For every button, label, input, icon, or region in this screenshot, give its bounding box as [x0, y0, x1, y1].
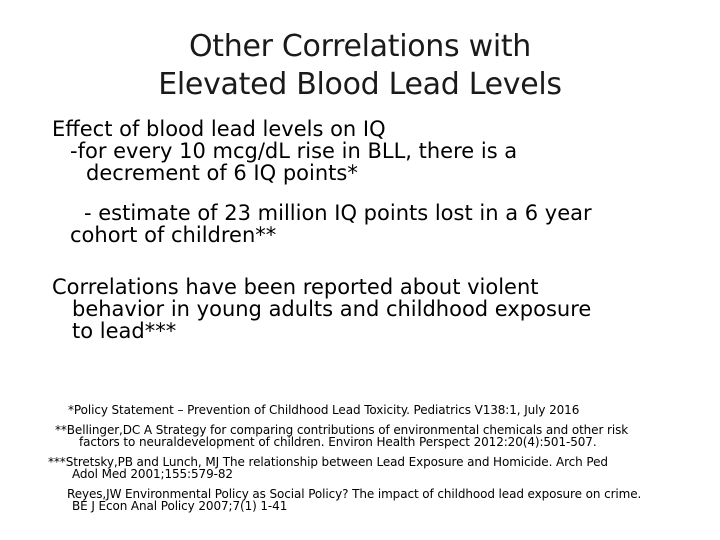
reference-line: **Bellinger,DC A Strategy for comparing contributions of environmental chemicals and other risk [55, 423, 629, 437]
reference-item [48, 424, 708, 448]
reference-line: Reyes,JW Environmental Policy as Social Policy? The impact of childhood lead exposure on crime. [67, 487, 642, 501]
reference-item [48, 404, 708, 416]
iq-effect-heading: Effect of blood lead levels on IQ [52, 117, 386, 141]
title-line-1: Other Correlations with [188, 29, 532, 64]
slide-body [52, 118, 702, 342]
reference-item [48, 456, 708, 480]
reference-item [48, 488, 708, 512]
iq-decrement-item [70, 140, 702, 184]
violent-behavior-line-2: behavior in young adults and childhood exposure [72, 297, 592, 321]
reference-line-continued: Adol Med 2001;155:579-82 [72, 467, 233, 481]
iq-decrement-line-1: -for every 10 mcg/dL rise in BLL, there is a [70, 139, 518, 163]
violent-behavior-paragraph [52, 276, 702, 342]
reference-line: ***Stretsky,PB and Lunch, MJ The relationship between Lead Exposure and Homicide. Arch Ped [48, 455, 608, 469]
violent-behavior-line-3: to lead*** [72, 319, 177, 343]
iq-points-lost-line-1: - estimate of 23 million IQ points lost in a 6 year [84, 201, 592, 225]
title-line-2: Elevated Blood Lead Levels [158, 67, 562, 102]
slide-title [140, 28, 580, 104]
violent-behavior-line-1: Correlations have been reported about violent [52, 275, 539, 299]
reference-line-continued: factors to neuraldevelopment of children. Environ Health Perspect 2012:20(4):501-507. [79, 435, 597, 449]
iq-points-lost-item [70, 202, 702, 246]
references [48, 404, 708, 520]
iq-points-lost-line-2: cohort of children** [70, 223, 277, 247]
iq-effect-section [52, 118, 702, 246]
reference-line: *Policy Statement – Prevention of Childhood Lead Toxicity. Pediatrics V138:1, July 2016 [68, 403, 580, 417]
reference-line-continued: BE J Econ Anal Policy 2007;7(1) 1-41 [72, 499, 288, 513]
iq-decrement-line-2: decrement of 6 IQ points* [86, 161, 358, 185]
